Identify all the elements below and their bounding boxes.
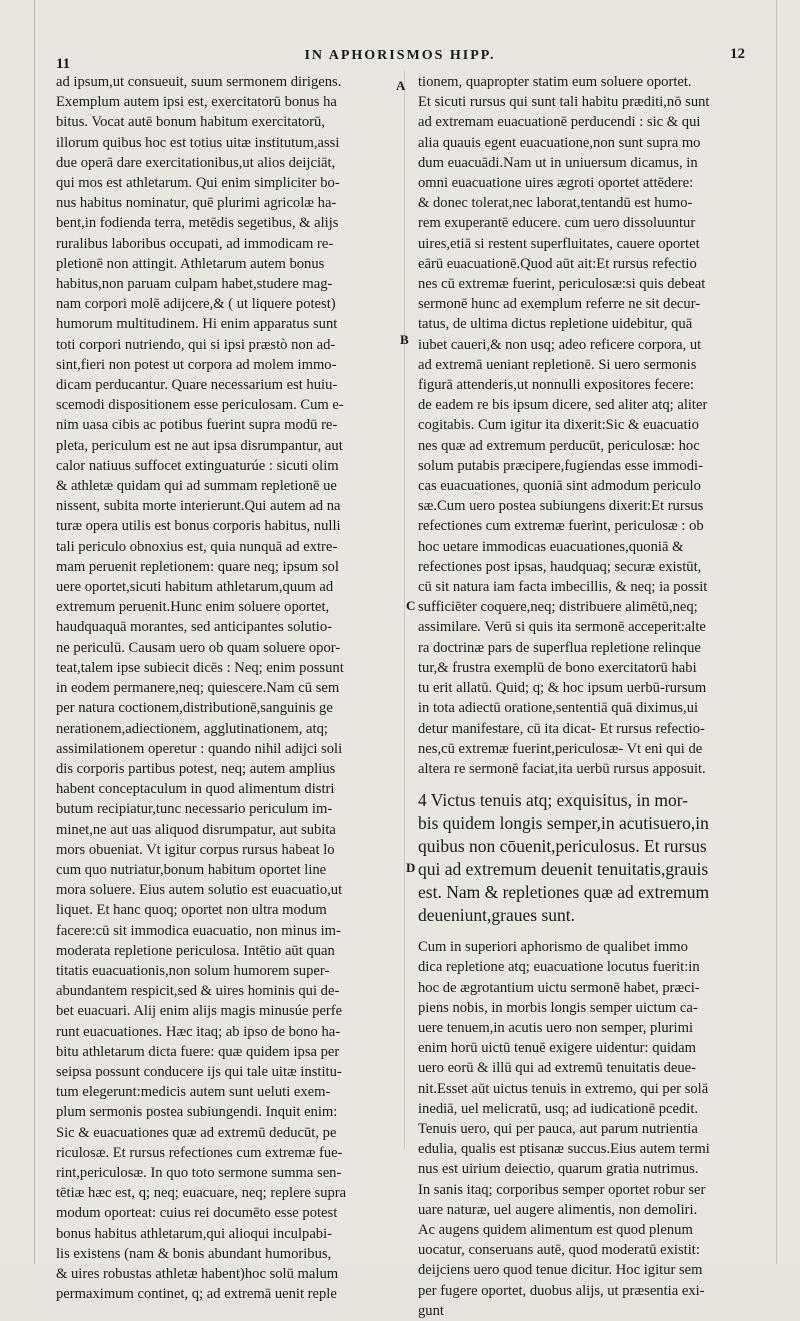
text-line: riculosæ. Et rursus refectiones cum extremæ fue-	[56, 1144, 343, 1161]
text-line: mora soluere. Eius autem solutio est euacuatio,ut	[56, 882, 343, 899]
text-line: uires,etiā si restent superfluitates, cauere oportet	[418, 235, 700, 252]
text-line: abundantem respicit,sed & uires hominis qui de-	[56, 983, 340, 1000]
folio-left: 11	[56, 56, 71, 72]
text-line: toti corpori nutriendo, qui si ipsi præstò non ad-	[56, 336, 336, 353]
text-line: titatis euacuationis,non solum humorem super-	[56, 962, 330, 979]
text-line: deijciens uero quod tenue dicitur. Hoc igitur sem	[418, 1262, 703, 1279]
aphorism-line: qui ad extremum deuenit tenuitatis,grauis	[418, 859, 709, 880]
text-line: minet,ne aut uas aliquod disrumpatur, aut subita	[56, 821, 336, 838]
text-line: rem exuperantē educere. cum uero dissoluuntur	[418, 215, 696, 232]
text-line: seipsa possunt conducere ijs qui tale uitæ institu-	[56, 1063, 342, 1080]
text-line: butum recipiatur,tunc necessario periculum im-	[56, 801, 333, 818]
text-line: tu erit allatū. Quid; q; & hoc ipsum uerbū-rursum	[418, 680, 707, 697]
text-line: tatus, de ultima dictus repletione uidebitur, quā	[418, 316, 693, 333]
text-line: Ac augens quidem alimentum est quod plenum	[418, 1221, 693, 1238]
text-line: bent,in fodienda terra, metēdis segetibus, & alijs	[56, 215, 339, 232]
text-line: in eodem permanere,neq; quiescere.Nam cū sem	[56, 680, 340, 697]
aphorism-line: deueniunt,graues sunt.	[418, 905, 575, 926]
text-line: nus habitus nominatur, quē plurimi agricolæ ha-	[56, 195, 337, 212]
margin-letter-b: B	[400, 332, 409, 347]
text-line: moderata repletione periculosa. Intētio aūt quan	[56, 942, 335, 959]
text-line: lis existens (nam & bonis abundant humoribus,	[56, 1245, 332, 1262]
text-line: tētiæ hæc est, q; neq; euacuare, neq; replere supra	[56, 1185, 347, 1202]
text-line: tur,& frustra exemplū de bono exercitatorū habi	[418, 659, 697, 676]
text-line: Tenuis uero, qui per pauca, aut parum nutrientia	[418, 1120, 698, 1137]
text-line: detur manifestare, cū ita dicat- Et rursus refectio-	[418, 720, 705, 737]
text-line: uero eorū & illū qui ad extremū tenuitatis deue-	[418, 1060, 697, 1077]
margin-letter-a: A	[396, 78, 406, 93]
text-line: nes cū extremæ fuerint, periculosæ:si quis debeat	[418, 276, 706, 293]
text-line: habitus,non paruam culpam habet,studere mag-	[56, 276, 333, 293]
text-line: alia quauis egent euacuatione,non sunt supra mo	[418, 134, 701, 151]
left-column	[56, 72, 396, 1303]
text-line: & athletæ quidam qui ad summam repletionē ue	[56, 478, 337, 495]
text-line: uere oportet,sicuti habitum athletarum,quum ad	[56, 579, 334, 596]
text-line: de eadem re bis ipsum dicere, sed aliter atq; aliter	[418, 397, 708, 414]
section-gap	[418, 779, 762, 789]
text-line: sæ.Cum uero postea subiungens dixerit:Et rursus	[418, 498, 704, 515]
text-line: tum elegerunt:medicis autem sunt ueluti exem-	[56, 1084, 331, 1101]
text-line: Cum in superiori aphorismo de qualibet immo	[418, 939, 688, 956]
text-line: bonus habitus athletarum,qui alioqui inculpabi-	[56, 1225, 333, 1242]
text-line: ad extremam euacuationē perducendi : sic & qui	[418, 114, 701, 131]
text-line: bitu athletarum dicta fuere: quæ quidem ipsa per	[56, 1043, 340, 1060]
text-line: Sic & euacuationes quæ ad extremū deducūt, pe	[56, 1124, 337, 1141]
text-line: dis corporis partibus potest, neq; autem amplius	[56, 760, 336, 777]
text-line: nissent, subita morte interierunt.Qui autem ad na	[56, 498, 341, 515]
aphorism-line: 4 Victus tenuis atq; exquisitus, in mor-	[418, 790, 688, 811]
text-line: scemodi dispositionem esse periculosam. Cum e-	[56, 397, 344, 414]
text-line: uocatur, conseruans autē, quod moderatū existit:	[418, 1242, 700, 1259]
right-column	[418, 72, 762, 1319]
text-line: ruralibus laboribus occupati, ad immodicam re-	[56, 235, 334, 252]
text-line: mors obueniat. Vt igitur corpus rursus habeat lo	[56, 841, 335, 858]
text-line: due operā dare exercitationibus,ut alios deijciāt,	[56, 154, 336, 171]
text-line: nim uasa cibis ac potibus fuerint supra modū re-	[56, 417, 338, 434]
text-line: per natura coctionem,distributionē,sanguinis ge	[56, 700, 333, 717]
text-line: assimilare. Verū si quis ita sermonē acceperit:alte	[418, 619, 706, 636]
text-line: iubet caueri,& non usq; adeo reficere corpora, ut	[418, 336, 702, 353]
text-line: pletionē non attingit. Athletarum autem bonus	[56, 255, 325, 272]
text-line: ad extremā ueniant repletionē. Si uero sermonis	[418, 356, 697, 373]
text-line: enim horū uictū tenuē exigere uidentur: quidam	[418, 1040, 697, 1057]
aphorism-line: est. Nam & repletiones quæ ad extremum	[418, 882, 710, 903]
text-line: nes quæ ad extremum perducūt, periculosæ: hoc	[418, 437, 700, 454]
text-line: solum putabis præcipere,fugiendas esse immodi-	[418, 457, 703, 474]
text-line: nam corpori molē adijcere,& ( ut liquere potest)	[56, 296, 336, 313]
text-line: mam peruenit repletionem: quare neq; ipsum sol	[56, 558, 339, 575]
text-line: ad ipsum,ut consueuit, suum sermonem dirigens.	[56, 74, 342, 90]
text-line: ne periculū. Causam uero ob quam soluere opor-	[56, 639, 341, 656]
commentary-continued	[418, 72, 762, 779]
text-line: cas euacuationes, quoniā sint admodum periculo	[418, 478, 701, 495]
text-line: permaximum continet, q; ad extremā uenit reple	[56, 1286, 337, 1303]
running-head: IN APHORISMOS HIPP.	[304, 48, 496, 63]
text-line: bitus. Vocat autē bonum habitum exercitatorū,	[56, 114, 325, 131]
folio-right: 12	[730, 46, 745, 62]
text-line: dicam perducantur. Quare necessarium est huiu-	[56, 377, 338, 394]
text-line: habent conceptaculum in quod alimentum distri	[56, 781, 335, 798]
text-line: cogitabis. Cum igitur ita dixerit:Sic & euacuatio	[418, 417, 699, 434]
text-line: cū sit natura iam facta imbecillis, & neq; ia possit	[418, 579, 708, 596]
text-line: modum oporteat: cuius rei documēto esse potest	[56, 1205, 338, 1222]
text-line: calor natiuus suffocet extinguaturúe : sicuti olim	[56, 457, 339, 474]
text-line: facere:cū sit immodica euacuatio, non minus im-	[56, 922, 341, 939]
text-line: nus est uirium deiectio, quarum gratia nutrimus.	[418, 1161, 699, 1178]
text-line: hoc uetare immodicas euacuationes,quoniā &	[418, 538, 684, 555]
text-line: plum sermonis postea subiungendi. Inquit enim:	[56, 1104, 338, 1121]
text-line: cum quo nutriatur,bonum habitum oportet line	[56, 861, 327, 878]
text-line: qui mos est athletarum. Qui enim simpliciter bo-	[56, 175, 340, 192]
text-line: Exemplum autem ipsi est, exercitatorū bonus ha	[56, 94, 337, 111]
text-line: eārū euacuationē.Quod aūt ait:Et rursus refectio	[418, 255, 697, 272]
text-line: extremum peruenit.Hunc enim soluere oportet,	[56, 599, 330, 616]
text-line: haudquaquā morantes, sed anticipantes solutio-	[56, 619, 332, 636]
aphorism-line: bis quidem longis semper,in acutisuero,in	[418, 813, 709, 834]
margin-letter-c: C	[406, 598, 416, 613]
text-line: sufficiēter coquere,neq; distribuere alimētū,neq;	[418, 599, 698, 616]
text-line: sint,fieri non potest ut corpora ad molem immo-	[56, 356, 337, 373]
text-line: dum euacuādi.Nam ut in uniuersum dicamus, in	[418, 154, 698, 171]
page-edge-rule-left	[34, 0, 35, 1264]
text-line: hoc de ægrotantium uictu sermonē habet, præci-	[418, 979, 700, 996]
text-line: inediā, uel melicratū, usq; ad iudicationē pcedit.	[418, 1100, 699, 1117]
text-line: & uires robustas athletæ habent)hoc solū malum	[56, 1265, 339, 1282]
margin-letter-d: D	[406, 860, 416, 875]
text-line: nerationem,adiectionem, agglutinationem, atq;	[56, 720, 328, 737]
text-line: pleta, periculum est ne aut ipsa disrumpantur, aut	[56, 437, 343, 454]
text-line: Et sicuti rursus qui sunt tali habitu præditi,nō sunt	[418, 94, 710, 111]
text-line: & donec tolerat,nec laborat,tentandū est humo-	[418, 195, 693, 212]
text-line: assimilationem operetur : quando nihil adijci soli	[56, 740, 343, 757]
text-line: humorum multitudinem. Hi enim apparatus sunt	[56, 316, 338, 333]
text-line: piens nobis, in morbis longis semper uictum ca-	[418, 999, 698, 1016]
text-line: teat,talem ipse subiecit dicēs : Neq; enim possunt	[56, 659, 344, 676]
text-line: refectiones post ipsas, haudquaq; securæ existūt,	[418, 558, 702, 575]
text-line: uere tenuem,in acutis uero non semper, plurimi	[418, 1019, 693, 1036]
text-line: dica repletione atq; euacuatione locutus fuerit:in	[418, 959, 700, 976]
text-line: tali periculo obnoxius est, quia nunquā ad extre-	[56, 538, 338, 555]
commentary-aphorism-4	[418, 937, 762, 1321]
column-gutter	[404, 70, 405, 1150]
text-line: turæ opera utilis est bonus corporis habitus, nulli	[56, 518, 341, 535]
text-line: omni euacuatione uires ægroti oportet attēdere:	[418, 175, 694, 192]
section-gap	[418, 927, 762, 937]
text-line: In sanis itaq; corporibus semper oportet robur ser	[418, 1181, 706, 1198]
text-line: liquet. Et hanc quoq; oportet non ultra modum	[56, 902, 327, 919]
text-line: figurā attenderis,ut nonnulli expositores fecere:	[418, 377, 694, 394]
text-line: per fugere oportet, duobus alijs, ut præsentia exi-	[418, 1282, 705, 1299]
text-line: refectiones cum extremæ fuerint, periculosæ : ob	[418, 518, 704, 535]
aphorism-4	[418, 789, 762, 927]
text-line: nes,cū extremæ fuerint,periculosæ- Vt eni qui de	[418, 740, 703, 757]
text-line: runt euacuationes. Hæc itaq; ab ipso de bono ha-	[56, 1023, 341, 1040]
text-line: bet euacuari. Alij enim alijs magis minusúe perfe	[56, 1003, 343, 1020]
text-line: rint,periculosæ. In quo toto sermone summa sen-	[56, 1164, 342, 1181]
text-line: edulia, qualis est ptisanæ succus.Eius autem termi	[418, 1141, 710, 1158]
text-line: altera re sermonē faciat,ita uerbū rursus apposuit.	[418, 760, 706, 777]
text-line: tionem, quapropter statim eum soluere oportet.	[418, 74, 692, 90]
text-line: gunt	[418, 1302, 444, 1319]
text-line: illorum quibus hoc est totius uitæ institutum,assi	[56, 134, 340, 151]
text-line: sermonē hunc ad exemplum referre ne sit decur-	[418, 296, 701, 313]
aphorism-line: quibus non cōuenit,periculosus. Et rursus	[418, 836, 707, 857]
text-line: in tota adiectū oratione,sententiā quā diximus,ui	[418, 700, 699, 717]
page-edge-rule-right	[776, 0, 777, 1264]
text-line: uare naturæ, uel augere alimentis, non demoliri.	[418, 1201, 698, 1218]
text-line: ra doctrinæ pars de superflua repletione relinque	[418, 639, 701, 656]
text-line: nit.Esset aūt uictus tenuis in extremo, qui per solā	[418, 1080, 709, 1097]
